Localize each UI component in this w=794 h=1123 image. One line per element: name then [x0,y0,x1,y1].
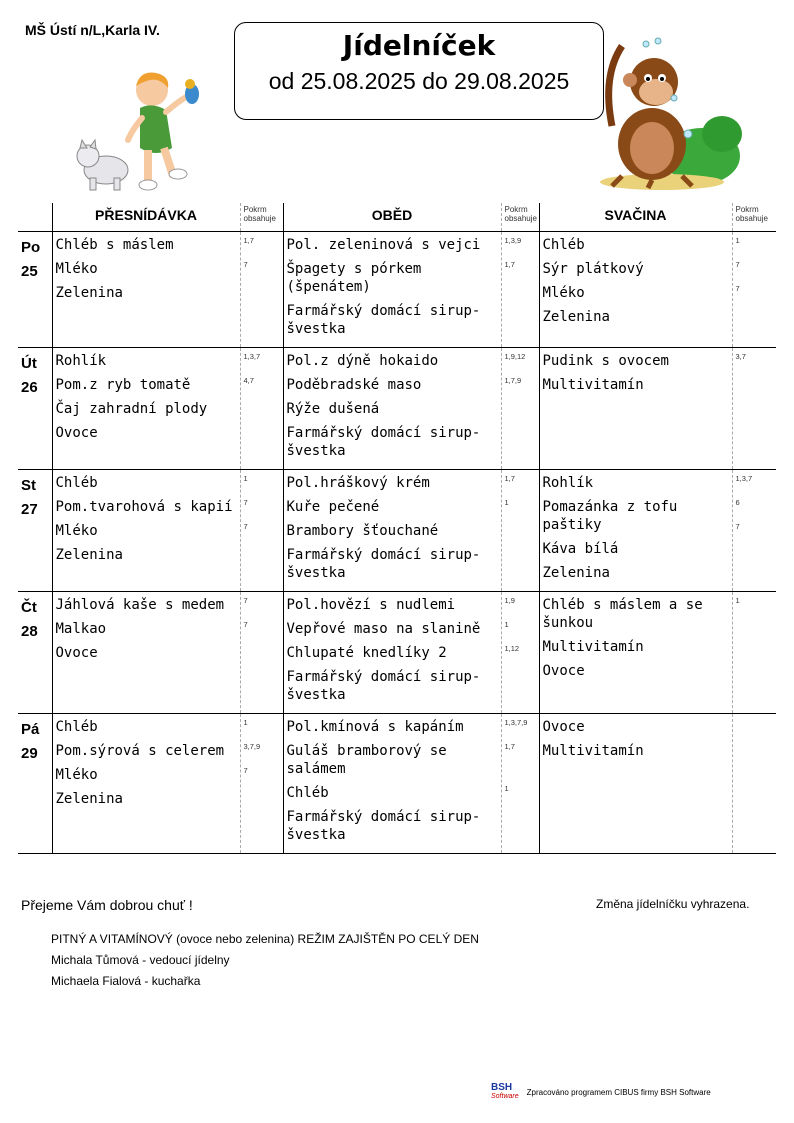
allergen-codes: 7 [735,522,740,531]
lunch-cell [283,592,501,714]
lunch-cell [283,232,501,348]
meal-item: Poděbradské maso [286,377,422,393]
allergen-codes: 7 [243,596,248,605]
school-name: MŠ Ústí n/L,Karla IV. [25,22,160,38]
meal-item: Chlupaté knedlíky 2 [286,645,447,661]
meal-item: Ovoce [542,719,585,735]
allergen-codes [502,808,539,844]
meal-item: Farmářský domácí sirup-švestka [286,425,481,459]
meal-item: Sýr plátkový [542,261,644,277]
meal-item: Mléko [55,767,98,783]
meal-item: Rohlík [542,475,594,491]
allergen-codes: 1,7,9 [504,376,522,385]
meal-item: Chléb [286,785,329,801]
allergen-codes [502,668,539,704]
snack-allergens-cell [732,714,776,854]
allergen-header-line2: obsahuje [735,214,768,223]
meal-item: Zelenina [55,791,123,807]
day-row [18,592,776,714]
monkey-illustration [582,36,742,192]
allergen-codes [241,284,283,302]
allergen-codes: 4,7 [243,376,254,385]
meal-item: Multivitamín [542,743,644,759]
allergen-codes: 7 [243,498,248,507]
meal-item: Zelenina [55,285,123,301]
title-box [234,22,604,120]
meal-item: Mléko [542,285,585,301]
lunch-cell [283,714,501,854]
meal-item: Čaj zahradní plody [55,401,208,417]
meal-item: Zelenina [542,309,610,325]
day-date: 28 [21,623,38,640]
allergen-codes: 1,7 [504,742,515,751]
allergen-codes: 1,7 [504,260,515,269]
meal-item: Pol.hovězí s nudlemi [286,597,456,613]
meal-item: Rýže dušená [286,401,380,417]
meal-item: Kuře pečené [286,499,380,515]
child-illustration [70,70,210,198]
meal-item: Farmářský domácí sirup-švestka [286,547,481,581]
allergen-codes [733,742,777,760]
breakfast-cell [52,348,240,470]
lunch-header: OBĚD [283,203,501,232]
lunch-allergens-cell [501,470,539,592]
day-row [18,470,776,592]
allergen-codes [733,376,777,394]
breakfast-cell [52,470,240,592]
day-row [18,348,776,470]
allergen-codes: 7 [735,284,740,293]
allergen-header-line2: obsahuje [504,214,537,223]
meal-item: Guláš bramborový se salámem [286,743,447,777]
day-cell [18,592,52,714]
allergen-codes: 7 [243,260,248,269]
meal-item: Multivitamín [542,639,644,655]
footer-notes [51,929,479,992]
menu-table [18,203,776,854]
meal-item: Chléb [542,237,585,253]
allergen-header-line1: Pokrm [243,205,267,214]
allergen-codes [502,546,539,582]
allergen-header-line1: Pokrm [504,205,528,214]
meal-item: Mléko [55,523,98,539]
meal-item: Ovoce [542,663,585,679]
day-cell [18,714,52,854]
meal-item: Pol.kmínová s kapáním [286,719,464,735]
allergen-header [240,203,283,232]
cook-name: Michaela Fialová - kuchařka [51,974,201,988]
menu-body [18,232,776,854]
lunch-allergens-cell [501,232,539,348]
meal-item: Farmářský domácí sirup-švestka [286,669,481,703]
day-date: 26 [21,379,38,396]
meal-item: Rohlík [55,353,107,369]
meal-item: Multivitamín [542,377,644,393]
meal-item: Chléb s máslem [55,237,174,253]
allergen-codes: 1 [504,620,509,629]
allergen-codes: 1,12 [504,644,520,653]
breakfast-allergens-cell [240,714,283,854]
allergen-codes: 3,7 [735,352,746,361]
canteen-manager: Michala Tůmová - vedoucí jídelny [51,953,230,967]
snack-allergens-cell [732,348,776,470]
allergen-codes: 1,3,7,9 [504,718,528,727]
allergen-codes [502,522,539,540]
allergen-codes: 1,7 [243,236,254,245]
meal-item: Zelenina [542,565,610,581]
bsh-logo: BSH Software [491,1082,519,1100]
meal-item: Mléko [55,261,98,277]
breakfast-cell [52,232,240,348]
day-abbr: Čt [21,599,37,616]
breakfast-allergens-cell [240,232,283,348]
allergen-codes: 1 [504,784,509,793]
meal-item: Káva bílá [542,541,619,557]
day-cell [18,470,52,592]
allergen-codes [241,644,283,662]
allergen-codes: 1,9,12 [504,352,526,361]
breakfast-cell [52,714,240,854]
allergen-codes: 1 [735,596,740,605]
snack-cell [539,232,732,348]
lunch-allergens-cell [501,348,539,470]
menu-header-row [18,203,776,232]
software-credit [491,1083,711,1101]
allergen-codes [241,790,283,808]
allergen-codes: 7 [243,620,248,629]
day-date: 27 [21,501,38,518]
allergen-codes: 1,3,7 [243,352,261,361]
allergen-codes: 1,3,9 [504,236,522,245]
page-title: Jídelníček [342,29,496,62]
meal-item: Ovoce [55,645,98,661]
meal-item: Jáhlová kaše s medem [55,597,225,613]
allergen-codes [502,400,539,418]
snack-cell [539,470,732,592]
allergen-codes [502,302,539,338]
meal-item: Pom.z ryb tomatě [55,377,191,393]
breakfast-allergens-cell [240,470,283,592]
date-range: od 25.08.2025 do 29.08.2025 [268,68,570,94]
meal-item: Chléb s máslem a se šunkou [542,597,703,631]
allergen-codes [502,424,539,460]
allergen-codes: 7 [243,766,248,775]
day-header-cell [18,203,52,232]
meal-item: Ovoce [55,425,98,441]
bon-appetit-text: Přejeme Vám dobrou chuť ! [21,897,193,913]
drinking-regime-note: PITNÝ A VITAMÍNOVÝ (ovoce nebo zelenina) REŽIM ZAJIŠTĚN PO CELÝ DEN [51,932,479,946]
meal-item: Pom.tvarohová s kapií [55,499,233,515]
allergen-codes: 3,7,9 [243,742,261,751]
day-cell [18,348,52,470]
meal-item: Brambory šťouchané [286,523,439,539]
meal-item: Pol. zeleninová s vejci [286,237,481,253]
snack-allergens-cell [732,470,776,592]
meal-item: Chléb [55,719,98,735]
meal-item: Pomazánka z tofu paštiky [542,499,678,533]
meal-item: Pol.z dýně hokaido [286,353,439,369]
snack-cell [539,714,732,854]
allergen-codes: 1,3,7 [735,474,753,483]
allergen-codes [733,662,777,680]
day-cell [18,232,52,348]
allergen-codes: 1 [735,236,740,245]
meal-item: Zelenina [55,547,123,563]
snack-allergens-cell [732,232,776,348]
meal-item: Špagety s pórkem (špenátem) [286,261,422,295]
allergen-codes [733,546,777,564]
breakfast-header: PŘESNÍDÁVKA [52,203,240,232]
snack-allergens-cell [732,592,776,714]
meal-item: Pudink s ovocem [542,353,669,369]
meal-item: Pol.hráškový krém [286,475,430,491]
lunch-allergens-cell [501,592,539,714]
allergen-codes [241,424,283,442]
allergen-codes: 1 [243,718,248,727]
allergen-codes: 1,9 [504,596,515,605]
snack-header: SVAČINA [539,203,732,232]
allergen-codes: 1,7 [504,474,515,483]
allergen-codes: 7 [735,260,740,269]
breakfast-cell [52,592,240,714]
allergen-codes: 7 [243,522,248,531]
allergen-codes [733,638,777,656]
allergen-header-line2: obsahuje [243,214,276,223]
lunch-allergens-cell [501,714,539,854]
allergen-codes: 6 [735,498,740,507]
meal-item: Vepřové maso na slanině [286,621,481,637]
allergen-codes [241,400,283,418]
day-abbr: St [21,477,36,494]
lunch-cell [283,348,501,470]
day-date: 25 [21,263,38,280]
meal-item: Farmářský domácí sirup-švestka [286,809,481,843]
breakfast-allergens-cell [240,592,283,714]
meal-item: Chléb [55,475,98,491]
software-credit-text: Zpracováno programem CIBUS firmy BSH Software [526,1087,711,1097]
allergen-codes: 1 [243,474,248,483]
snack-cell [539,592,732,714]
day-abbr: Pá [21,721,40,738]
allergen-codes [733,718,777,736]
lunch-cell [283,470,501,592]
allergen-header-line1: Pokrm [735,205,759,214]
allergen-codes [733,308,777,326]
day-row [18,232,776,348]
menu-change-note: Změna jídelníčku vyhrazena. [596,897,750,911]
allergen-header [501,203,539,232]
meal-item: Farmářský domácí sirup-švestka [286,303,481,337]
day-abbr: Út [21,355,37,372]
snack-cell [539,348,732,470]
day-abbr: Po [21,239,41,256]
allergen-header [732,203,776,232]
allergen-codes [241,546,283,564]
day-row [18,714,776,854]
meal-item: Malkao [55,621,107,637]
allergen-codes: 1 [504,498,509,507]
breakfast-allergens-cell [240,348,283,470]
day-date: 29 [21,745,38,762]
meal-item: Pom.sýrová s celerem [55,743,225,759]
